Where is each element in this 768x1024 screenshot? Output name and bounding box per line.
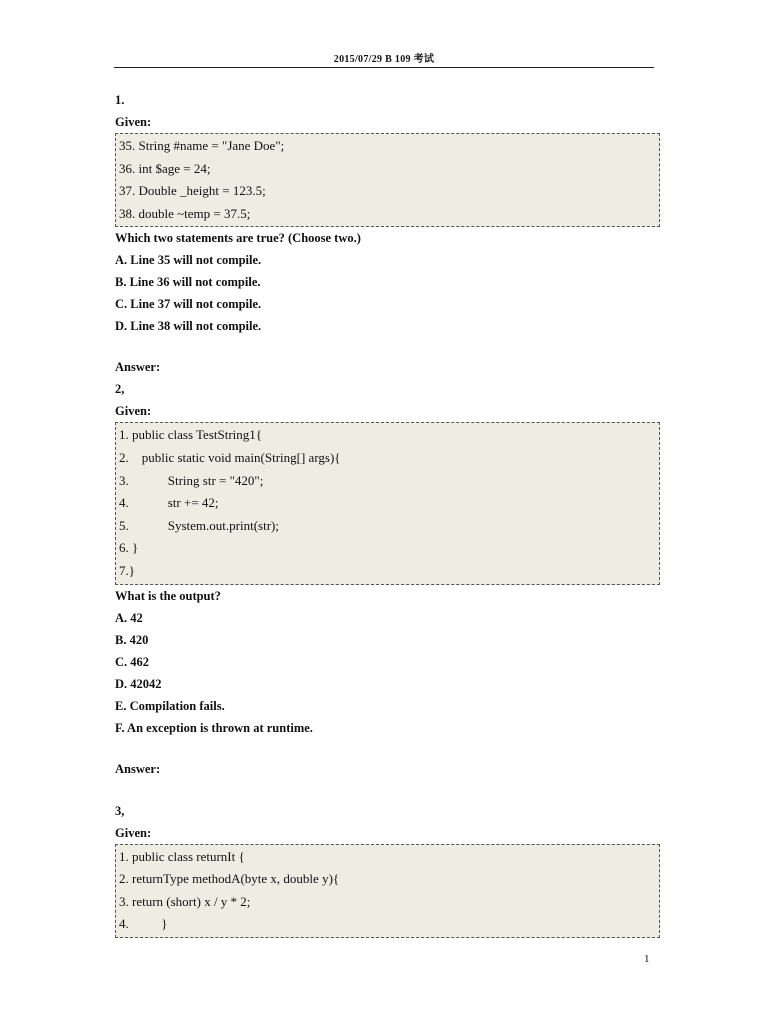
answer-option: E. Compilation fails. bbox=[115, 698, 225, 713]
code-line: 4. } bbox=[119, 916, 168, 932]
given-label: Given: bbox=[115, 825, 152, 840]
question-prompt: Which two statements are true? (Choose two.) bbox=[115, 231, 361, 246]
question-number: 3, bbox=[115, 803, 125, 818]
code-line: 2. returnType methodA(byte x, double y){ bbox=[119, 871, 340, 887]
question-number: 2, bbox=[115, 382, 125, 397]
question-2 bbox=[115, 378, 660, 799]
code-block bbox=[115, 844, 660, 938]
code-block bbox=[115, 422, 660, 584]
question-prompt: What is the output? bbox=[115, 588, 221, 603]
answer-option: D. Line 38 will not compile. bbox=[115, 319, 262, 334]
answer-label: Answer: bbox=[115, 761, 161, 776]
code-line: 5. System.out.print(str); bbox=[119, 517, 279, 533]
code-line: 1. public class returnIt { bbox=[119, 848, 245, 864]
code-block bbox=[115, 133, 660, 227]
document-body bbox=[115, 89, 660, 938]
answer-label: Answer: bbox=[115, 360, 161, 375]
code-line: 6. } bbox=[119, 540, 139, 556]
code-line: 37. Double _height = 123.5; bbox=[119, 183, 266, 199]
code-line: 2. public static void main(String[] args){ bbox=[119, 449, 341, 465]
page-number: 1 bbox=[644, 953, 650, 965]
answer-option: D. 42042 bbox=[115, 676, 162, 691]
code-line: 3. String str = "420"; bbox=[119, 472, 264, 488]
answer-option: F. An exception is thrown at runtime. bbox=[115, 720, 313, 735]
question-1 bbox=[115, 89, 660, 378]
code-line: 38. double ~temp = 37.5; bbox=[119, 205, 251, 221]
given-label: Given: bbox=[115, 115, 152, 129]
answer-option: B. 420 bbox=[115, 632, 149, 647]
code-line: 1. public class TestString1{ bbox=[119, 427, 263, 443]
question-number: 1. bbox=[115, 93, 125, 107]
answer-option: C. Line 37 will not compile. bbox=[115, 297, 262, 312]
answer-option: A. 42 bbox=[115, 610, 143, 625]
answer-option: C. 462 bbox=[115, 654, 150, 669]
answer-option: B. Line 36 will not compile. bbox=[115, 275, 261, 290]
code-line: 7.} bbox=[119, 562, 135, 578]
question-3 bbox=[115, 800, 660, 938]
code-line: 35. String #name = "Jane Doe"; bbox=[119, 138, 285, 153]
code-line: 36. int $age = 24; bbox=[119, 160, 211, 176]
answer-option: A. Line 35 will not compile. bbox=[115, 253, 262, 268]
given-label: Given: bbox=[115, 404, 152, 419]
code-line: 3. return (short) x / y * 2; bbox=[119, 893, 251, 909]
header-divider bbox=[114, 67, 654, 68]
code-line: 4. str += 42; bbox=[119, 495, 219, 511]
page-header: 2015/07/29 B 109 考试 bbox=[333, 54, 435, 65]
